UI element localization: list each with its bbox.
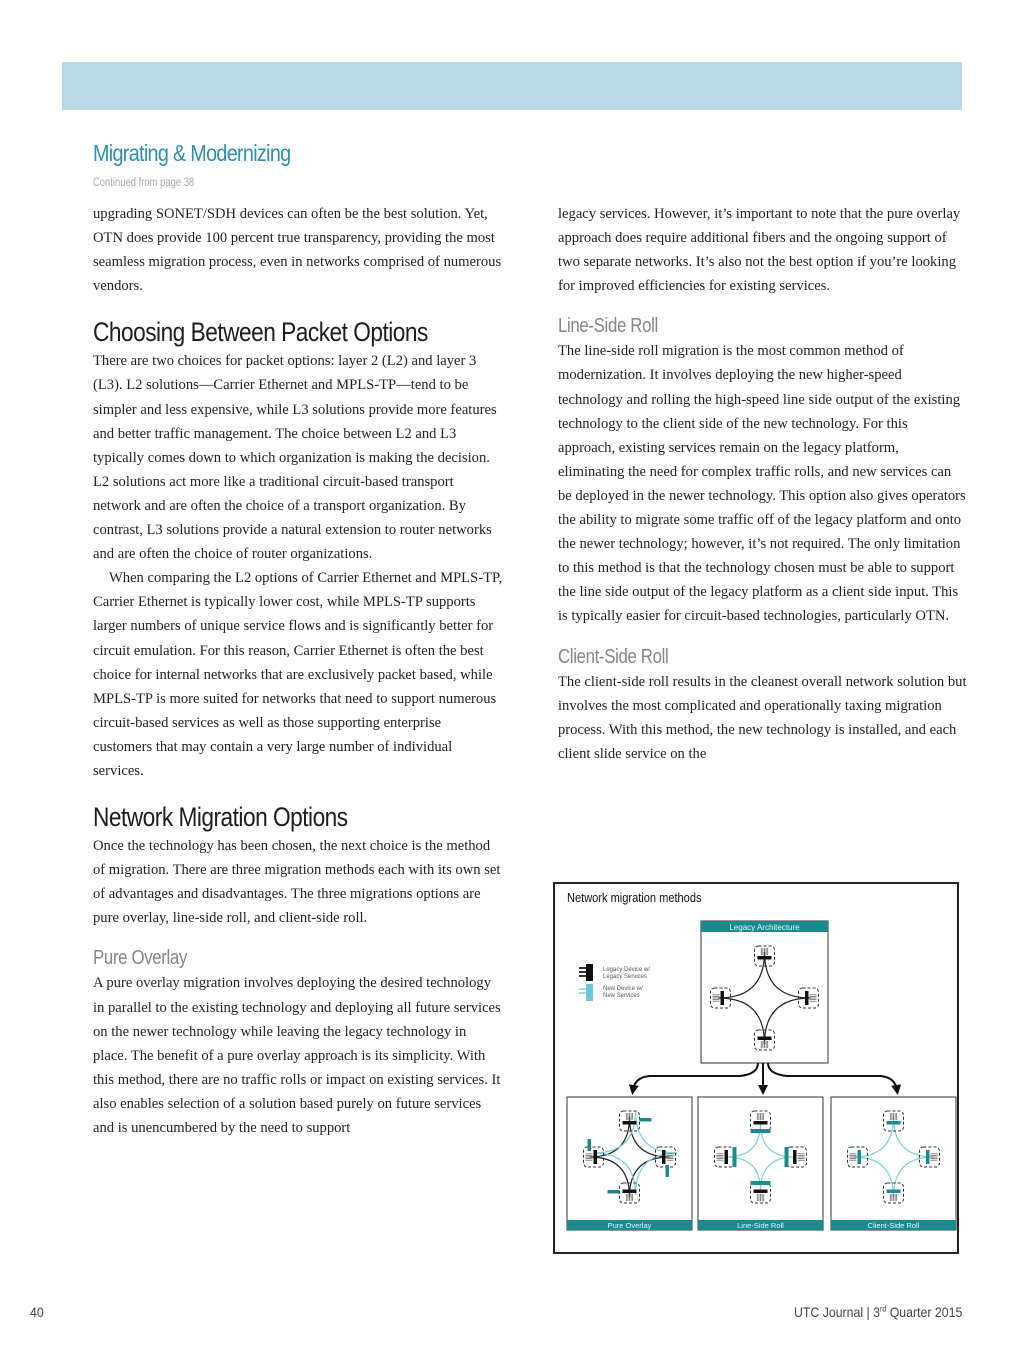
left-column — [93, 202, 503, 1140]
legacy-panel-label: Legacy Architecture — [729, 923, 800, 932]
heading-packet-options: Choosing Between Packet Options — [93, 317, 428, 348]
legend-legacy-line2: Legacy Services — [603, 974, 648, 980]
new-device-icon — [640, 1118, 652, 1122]
connector-arrows — [633, 1063, 897, 1090]
packet-paragraph-1: There are two choices for packet options: layer 2 (L2) and layer 3 (L3). L2 solutions—Carrier Ethernet and MPLS-TP—tend to be simpler and less expensive, while L3 solutions provide more features and better traffic management. The choice between L2 and L3 typically comes down to which organization is making the decision. L2 solutions act more like a traditional circuit-based transport network and are often the choice of a transport organization. By contrast, L3 solutions provide a natural extension to router networks and are often the choice of router organizations. — [93, 353, 497, 563]
journal-name: UTC Journal | 3 — [793, 1304, 880, 1320]
legend-new-line2: New Services — [603, 993, 640, 999]
panel-label: Line-Side Roll — [737, 1221, 784, 1230]
new-device-icon — [588, 1139, 592, 1151]
legacy-device-icon — [594, 1150, 598, 1164]
arrow-to-client-side-roll — [768, 1063, 897, 1090]
panel-label: Client-Side Roll — [867, 1221, 920, 1230]
line-side-paragraph: The line-side roll migration is the most common method of modernization. It involves deploying the new higher-speed technology and rolling the high-speed line side output of the existing technology to the client side of the new technology. For this approach, existing services remain on the legacy platform, eliminating the need for complex traffic rolls, and new services can be deployed in the newer technology. This option also gives operators the ability to migrate some traffic off of the legacy platform and onto the newer technology; however, it’s not required. The only limitation to this method is that the technology chosen must be able to support the line side output of the legacy platform as a client side input. This is typically easier for circuit-based technologies, particularly OTN. — [558, 343, 966, 625]
migration-diagram — [555, 884, 957, 1252]
intro-paragraph: upgrading SONET/SDH devices can often be the best solution. Yet, OTN does provide 100 percent true transparency, providing the most seamless migration process, even in networks comprised of numerous vendors. — [93, 206, 502, 295]
panel-pure-overlay — [567, 1097, 692, 1230]
panel-client-side-roll — [831, 1097, 956, 1230]
figure-network-migration — [553, 882, 959, 1254]
legacy-device-icon — [623, 1190, 637, 1194]
journal-footer — [794, 1304, 962, 1320]
arrow-to-pure-overlay — [633, 1063, 758, 1090]
legacy-architecture-panel — [701, 921, 828, 1063]
legacy-device-icon — [623, 1121, 637, 1125]
overlay-continued-paragraph: legacy services. However, it’s important to note that the pure overlay approach does require additional fibers and the ongoing support of two separate networks. It’s also not the best option if you’re looking for improved efficiencies for existing services. — [558, 206, 961, 295]
new-device-icon — [666, 1165, 670, 1177]
new-device-icon — [887, 1190, 901, 1194]
heading-pure-overlay: Pure Overlay — [93, 947, 188, 970]
header-band — [62, 62, 962, 110]
new-device-icon — [733, 1147, 737, 1167]
legacy-device-icon — [805, 991, 809, 1005]
legend-legacy-line1: Legacy Device w/ — [603, 967, 651, 973]
legacy-device-icon — [721, 991, 725, 1005]
legacy-device-icon — [725, 1150, 729, 1164]
journal-sup: rd — [879, 1304, 886, 1314]
legacy-device-icon — [758, 1037, 772, 1041]
new-device-icon — [926, 1150, 930, 1164]
client-side-paragraph: The client-side roll results in the cleanest overall network solution but involves the most complicated and operationally taxing migration process. With this method, the new technology is installed, and each client slide service on the — [558, 673, 967, 762]
journal-quarter: Quarter 2015 — [885, 1304, 962, 1320]
packet-paragraph-2: When comparing the L2 options of Carrier Ethernet and MPLS-TP, Carrier Ethernet is typically lower cost, while MPLS-TP supports larger numbers of unique service flows and is significantly better for circuit emulation. For this reason, Carrier Ethernet is often the best choice for internal networks that are exclusively packet based, while MPLS-TP is more suited for networks that need to support numerous circuit-based services as well as those supporting enterprise customers that may contain a very large number of individual services. — [93, 570, 503, 779]
legacy-device-icon — [793, 1150, 797, 1164]
heading-line-side-roll: Line-Side Roll — [558, 315, 658, 338]
new-device-icon — [785, 1147, 789, 1167]
page-number: 40 — [30, 1304, 44, 1320]
panel-label: Pure Overlay — [607, 1221, 652, 1230]
legend-legacy-device-icon — [579, 964, 593, 981]
heading-client-side-roll: Client-Side Roll — [558, 645, 669, 668]
legacy-device-icon — [754, 1121, 768, 1125]
right-column — [558, 202, 968, 766]
legend-new-line1: New Device w/ — [603, 986, 643, 992]
overlay-paragraph: A pure overlay migration involves deploying the desired technology in parallel to the existing technology and deploying all future services on the newer technology while leaving the legacy technology in place. The benefit of a pure overlay approach is its simplicity. With this method, there are no traffic rolls or impact on existing services. It also enables selection of a solution based purely on future services and is unencumbered by the need to support — [93, 975, 501, 1136]
new-device-icon — [608, 1190, 620, 1194]
legend-new-device-icon — [579, 984, 593, 1001]
new-device-icon — [751, 1129, 771, 1133]
new-device-icon — [858, 1150, 862, 1164]
new-device-icon — [887, 1121, 901, 1125]
legacy-device-icon — [662, 1150, 666, 1164]
legacy-device-icon — [758, 956, 772, 960]
section-kicker: Migrating & Modernizing — [93, 140, 291, 166]
heading-migration-options: Network Migration Options — [93, 802, 348, 833]
figure-title: Network migration methods — [567, 890, 702, 905]
migration-paragraph: Once the technology has been chosen, the next choice is the method of migration. There are three migration methods each with its own set of advantages and disadvantages. The three migrations options are pure overlay, line-side roll, and client-side roll. — [93, 838, 501, 927]
panel-line-side-roll — [698, 1097, 823, 1230]
new-device-icon — [751, 1181, 771, 1185]
legacy-device-icon — [754, 1190, 768, 1194]
continued-note: Continued from page 38 — [93, 177, 195, 189]
legend — [579, 964, 650, 1001]
